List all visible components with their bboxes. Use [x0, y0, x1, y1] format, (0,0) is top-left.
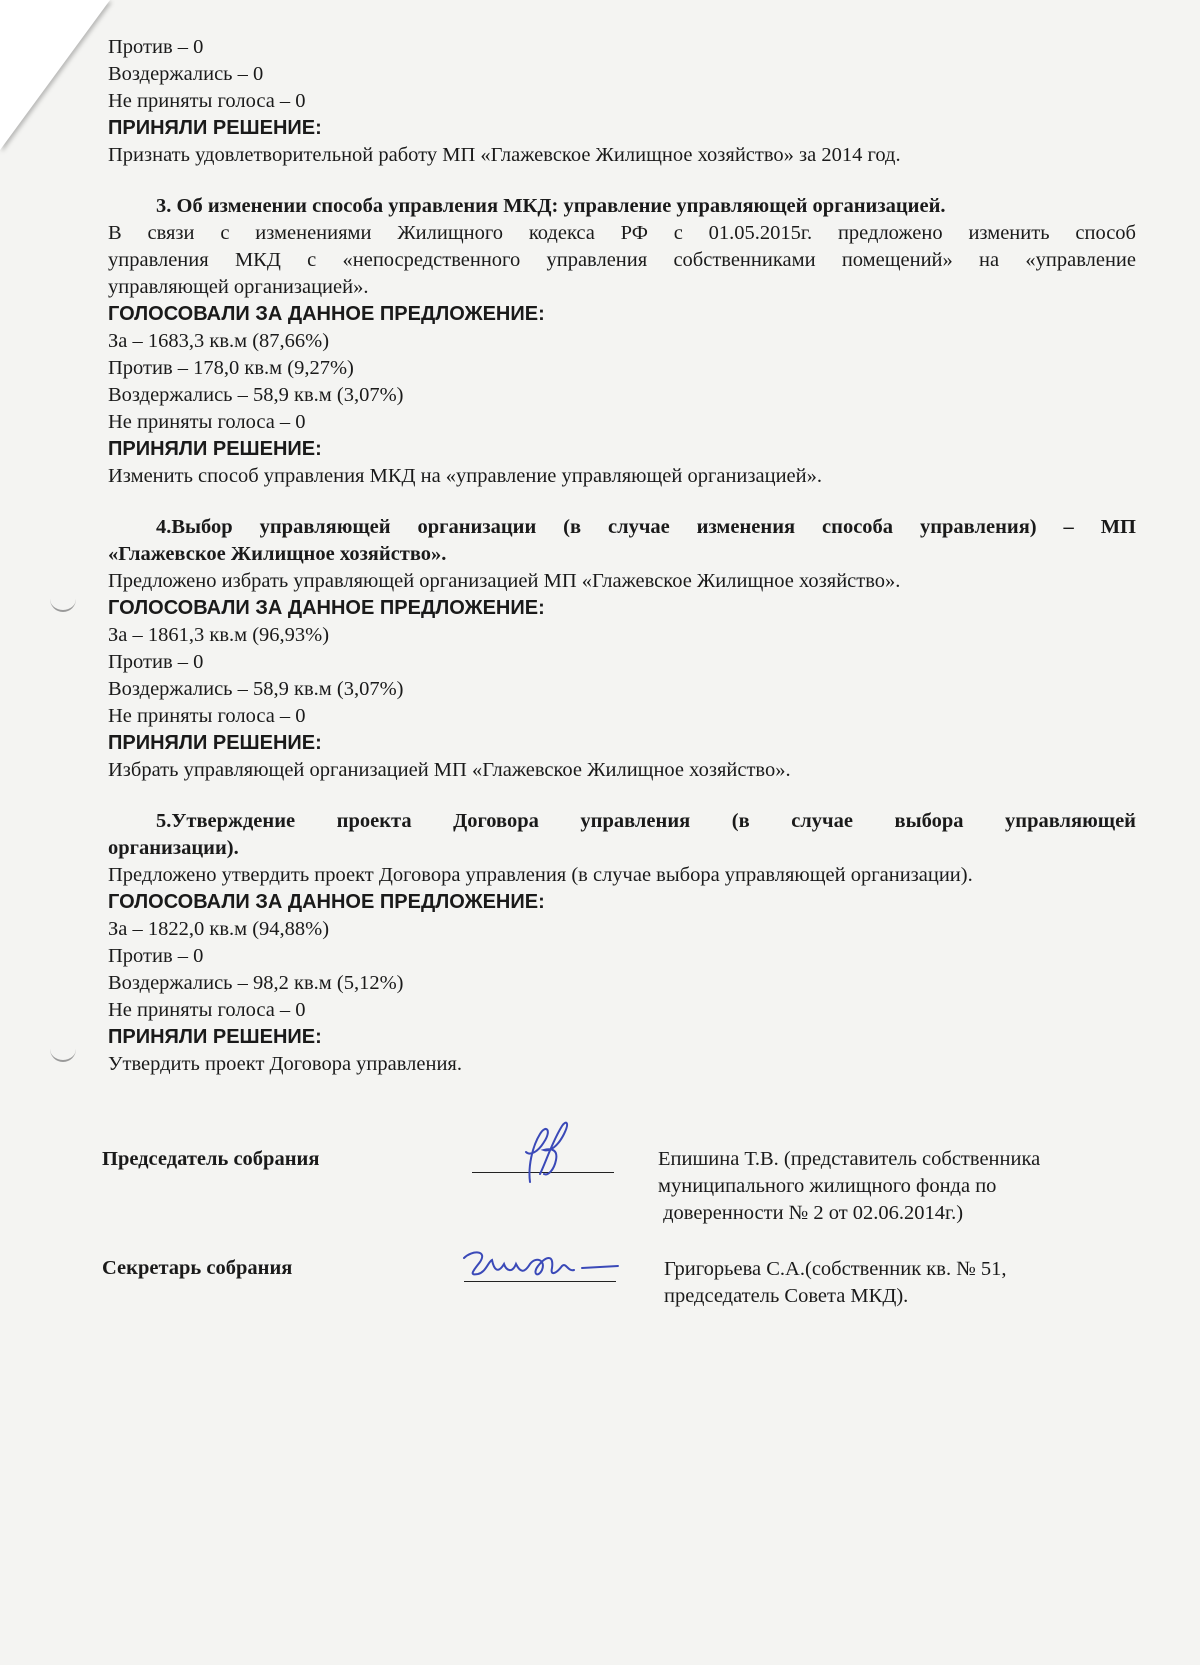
secretary-name-line1: Григорьева С.А.(собственник кв. № 51,	[664, 1258, 1007, 1280]
item4-against: Против – 0	[108, 651, 204, 673]
folded-corner	[0, 0, 110, 150]
top-against: Против – 0	[108, 36, 204, 58]
item3-voted-header: ГОЛОСОВАЛИ ЗА ДАННОЕ ПРЕДЛОЖЕНИЕ:	[108, 303, 545, 325]
item4-decision-header: ПРИНЯЛИ РЕШЕНИЕ:	[108, 732, 322, 754]
item5-title-line2: организации).	[108, 837, 239, 859]
item3-decision-text: Изменить способ управления МКД на «управление управляющей организацией».	[108, 465, 822, 487]
item5-title-line1: 5.Утверждение проекта Договора управления (в случае выбора управляющей	[156, 810, 1136, 832]
secretary-name-block	[664, 1256, 1007, 1310]
secretary-signature	[458, 1244, 628, 1288]
chair-label: Председатель собрания	[102, 1148, 320, 1170]
top-abstained: Воздержались – 0	[108, 63, 264, 85]
top-not-accepted: Не приняты голоса – 0	[108, 90, 306, 112]
item5-decision-header: ПРИНЯЛИ РЕШЕНИЕ:	[108, 1026, 322, 1048]
item4-abstained: Воздержались – 58,9 кв.м (3,07%)	[108, 678, 404, 700]
punch-hole-mark	[50, 590, 76, 612]
item3-against: Против – 178,0 кв.м (9,27%)	[108, 357, 354, 379]
item5-abstained: Воздержались – 98,2 кв.м (5,12%)	[108, 972, 404, 994]
chair-name-block	[658, 1146, 1040, 1227]
item5-body: Предложено утвердить проект Договора управления (в случае выбора управляющей организации).	[108, 864, 973, 886]
item5-decision-text: Утвердить проект Договора управления.	[108, 1053, 462, 1075]
protocol-body	[108, 34, 1136, 1078]
chair-signature	[500, 1112, 590, 1192]
item4-decision-text: Избрать управляющей организацией МП «Глажевское Жилищное хозяйство».	[108, 759, 791, 781]
chair-name-line3: доверенности № 2 от 02.06.2014г.)	[658, 1202, 964, 1224]
item4-body: Предложено избрать управляющей организацией МП «Глажевское Жилищное хозяйство».	[108, 570, 901, 592]
top-decision-header: ПРИНЯЛИ РЕШЕНИЕ:	[108, 117, 322, 139]
item5-for: За – 1822,0 кв.м (94,88%)	[108, 918, 330, 940]
top-decision-text: Признать удовлетворительной работу МП «Глажевское Жилищное хозяйство» за 2014 год.	[108, 144, 901, 166]
punch-hole-mark	[50, 1040, 76, 1062]
item5-not-accepted: Не приняты голоса – 0	[108, 999, 306, 1021]
secretary-name-line2: председатель Совета МКД).	[664, 1285, 909, 1307]
item4-title-line1: 4.Выбор управляющей организации (в случае изменения способа управления) – МП	[156, 516, 1136, 538]
item3-body-line3: управляющей организацией».	[108, 276, 369, 298]
item3-title: 3. Об изменении способа управления МКД: управление управляющей организацией.	[156, 195, 946, 217]
item4-voted-header: ГОЛОСОВАЛИ ЗА ДАННОЕ ПРЕДЛОЖЕНИЕ:	[108, 597, 545, 619]
secretary-label: Секретарь собрания	[102, 1257, 293, 1279]
item3-body-line1: В связи с изменениями Жилищного кодекса РФ с 01.05.2015г. предложено изменить способ	[108, 222, 1136, 244]
chair-name-line2: муниципального жилищного фонда по	[658, 1175, 997, 1197]
item5-against: Против – 0	[108, 945, 204, 967]
item4-for: За – 1861,3 кв.м (96,93%)	[108, 624, 330, 646]
item3-abstained: Воздержались – 58,9 кв.м (3,07%)	[108, 384, 404, 406]
item4-title-line2: «Глажевское Жилищное хозяйство».	[108, 543, 447, 565]
item3-for: За – 1683,3 кв.м (87,66%)	[108, 330, 330, 352]
chair-name-line1: Епишина Т.В. (представитель собственника	[658, 1148, 1041, 1170]
item3-not-accepted: Не приняты голоса – 0	[108, 411, 306, 433]
item3-decision-header: ПРИНЯЛИ РЕШЕНИЕ:	[108, 438, 322, 460]
item4-not-accepted: Не приняты голоса – 0	[108, 705, 306, 727]
item3-body-line2: управления МКД с «непосредственного управления собственниками помещений» на «управление	[108, 249, 1136, 271]
item5-voted-header: ГОЛОСОВАЛИ ЗА ДАННОЕ ПРЕДЛОЖЕНИЕ:	[108, 891, 545, 913]
